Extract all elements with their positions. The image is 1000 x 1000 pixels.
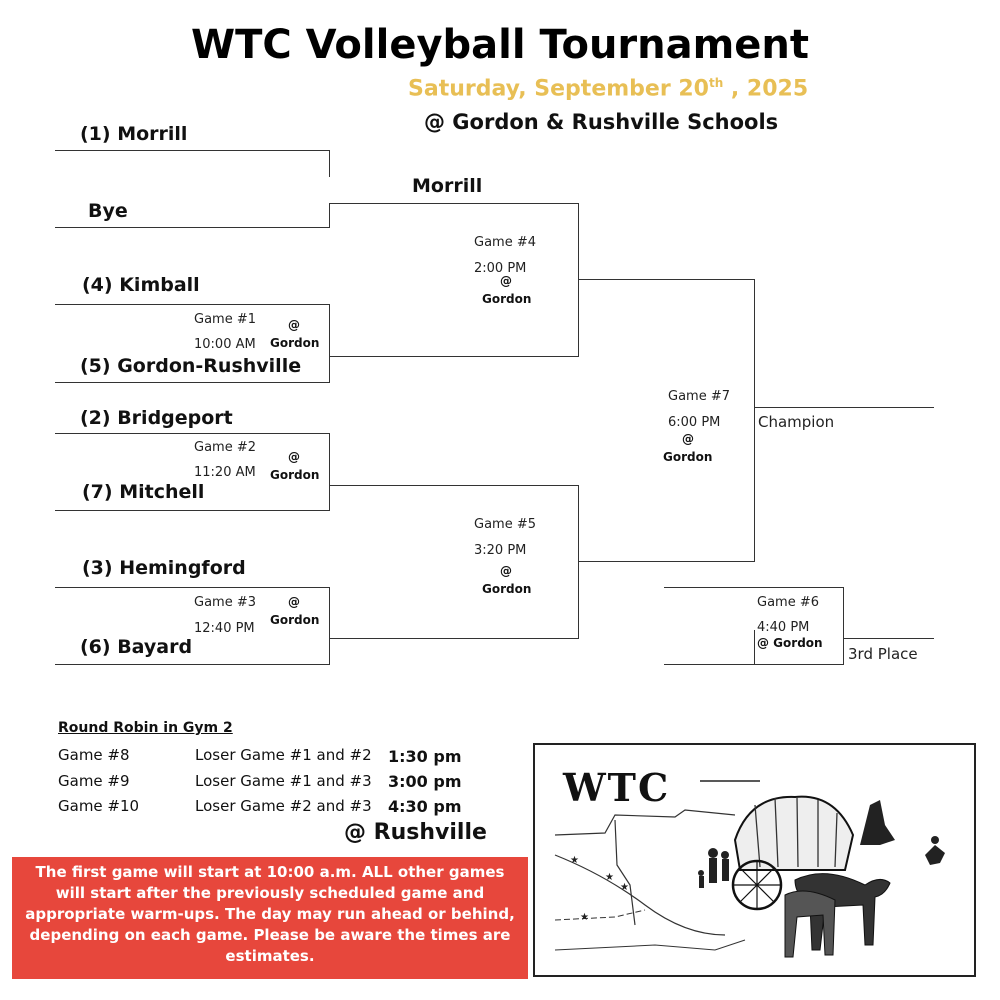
- bracket-line: [329, 150, 330, 177]
- bracket-line: [664, 664, 844, 665]
- team-mitchell: (7) Mitchell: [82, 481, 205, 503]
- rr-desc: Loser Game #1 and #3: [195, 772, 372, 790]
- game7-label: Game #7: [668, 389, 730, 404]
- team-bayard: (6) Bayard: [80, 636, 193, 658]
- rr-time: 4:30 pm: [388, 797, 462, 816]
- rr-time: 1:30 pm: [388, 747, 462, 766]
- bracket-line: [329, 356, 579, 357]
- game3-site: Gordon: [270, 613, 320, 627]
- advance-morrill: Morrill: [412, 175, 483, 197]
- round-robin-location: @ Rushville: [344, 820, 487, 845]
- bracket-line: [55, 150, 330, 151]
- bracket-line: [754, 279, 755, 562]
- date-prefix: Saturday, September 20: [408, 76, 709, 102]
- game6-site: @ Gordon: [757, 636, 823, 650]
- team-hemingford: (3) Hemingford: [82, 557, 246, 579]
- svg-text:★: ★: [570, 855, 579, 866]
- game6-time: 4:40 PM: [757, 620, 810, 635]
- svg-text:★: ★: [580, 912, 589, 923]
- bracket-line: [578, 203, 579, 357]
- game6-label: Game #6: [757, 595, 819, 610]
- team-kimball: (4) Kimball: [82, 274, 200, 296]
- svg-text:★: ★: [620, 882, 629, 893]
- wtc-logo-image: [533, 743, 976, 977]
- bracket-line: [329, 203, 579, 204]
- page-title: WTC Volleyball Tournament: [190, 22, 810, 68]
- bracket-line: [754, 630, 755, 664]
- game2-label: Game #2: [194, 440, 256, 455]
- game2-time: 11:20 AM: [194, 465, 256, 480]
- event-date: [408, 76, 808, 101]
- rr-game: Game #10: [58, 797, 140, 815]
- game1-label: Game #1: [194, 312, 256, 327]
- bracket-line: [578, 279, 755, 280]
- rr-game: Game #8: [58, 746, 130, 764]
- game4-site: Gordon: [482, 292, 532, 306]
- rr-game: Game #9: [58, 772, 130, 790]
- date-sup: th: [708, 76, 724, 90]
- bracket-line: [55, 304, 330, 305]
- game4-label: Game #4: [474, 235, 536, 250]
- game7-time: 6:00 PM: [668, 415, 721, 430]
- game7-at: @: [682, 432, 694, 446]
- game4-at: @: [500, 274, 512, 288]
- team-gordon-rushville: (5) Gordon-Rushville: [80, 355, 302, 377]
- rr-desc: Loser Game #1 and #2: [195, 746, 372, 764]
- bracket-line: [843, 587, 844, 665]
- game1-time: 10:00 AM: [194, 337, 256, 352]
- bracket-line: [55, 510, 330, 511]
- bracket-line: [55, 433, 330, 434]
- game2-at: @: [288, 450, 300, 464]
- team-bridgeport: (2) Bridgeport: [80, 407, 233, 429]
- game5-time: 3:20 PM: [474, 543, 527, 558]
- bracket-line: [329, 433, 330, 511]
- bracket-line: [55, 382, 330, 383]
- bracket-line: [329, 587, 330, 665]
- game5-site: Gordon: [482, 582, 532, 596]
- game2-site: Gordon: [270, 468, 320, 482]
- game5-at: @: [500, 564, 512, 578]
- round-robin-title: Round Robin in Gym 2: [58, 720, 233, 736]
- bracket-line: [55, 587, 330, 588]
- game7-site: Gordon: [663, 450, 713, 464]
- game3-at: @: [288, 595, 300, 609]
- logo-text: WTC: [563, 765, 671, 810]
- game1-site: Gordon: [270, 336, 320, 350]
- bracket-line: [578, 485, 579, 639]
- schedule-notice: The first game will start at 10:00 a.m. ALL other games will start after the previously scheduled game and appropriate warm-ups. The day may run ahead or behind, depending on each game. Please be aware the times are estimates.: [12, 857, 528, 979]
- game3-label: Game #3: [194, 595, 256, 610]
- game5-label: Game #5: [474, 517, 536, 532]
- third-place-label: 3rd Place: [848, 645, 918, 663]
- bracket-line: [55, 664, 330, 665]
- bracket-line: [55, 227, 330, 228]
- bracket-line: [578, 561, 755, 562]
- svg-text:★: ★: [605, 872, 614, 883]
- team-morrill: (1) Morrill: [80, 123, 188, 145]
- bracket-line: [754, 407, 934, 408]
- bracket-line: [329, 485, 579, 486]
- game1-at: @: [288, 318, 300, 332]
- bracket-line: [843, 638, 934, 639]
- game3-time: 12:40 PM: [194, 621, 255, 636]
- rr-desc: Loser Game #2 and #3: [195, 797, 372, 815]
- rr-time: 3:00 pm: [388, 772, 462, 791]
- team-bye: Bye: [88, 200, 128, 222]
- bracket-line: [664, 587, 844, 588]
- bracket-line: [329, 638, 579, 639]
- game4-time: 2:00 PM: [474, 261, 527, 276]
- wagon-illustration-icon: [535, 745, 976, 977]
- champion-label: Champion: [758, 413, 835, 431]
- event-location: @ Gordon & Rushville Schools: [424, 110, 779, 134]
- bracket-line: [329, 304, 330, 383]
- date-suffix: , 2025: [723, 76, 809, 102]
- bracket-line: [329, 203, 330, 228]
